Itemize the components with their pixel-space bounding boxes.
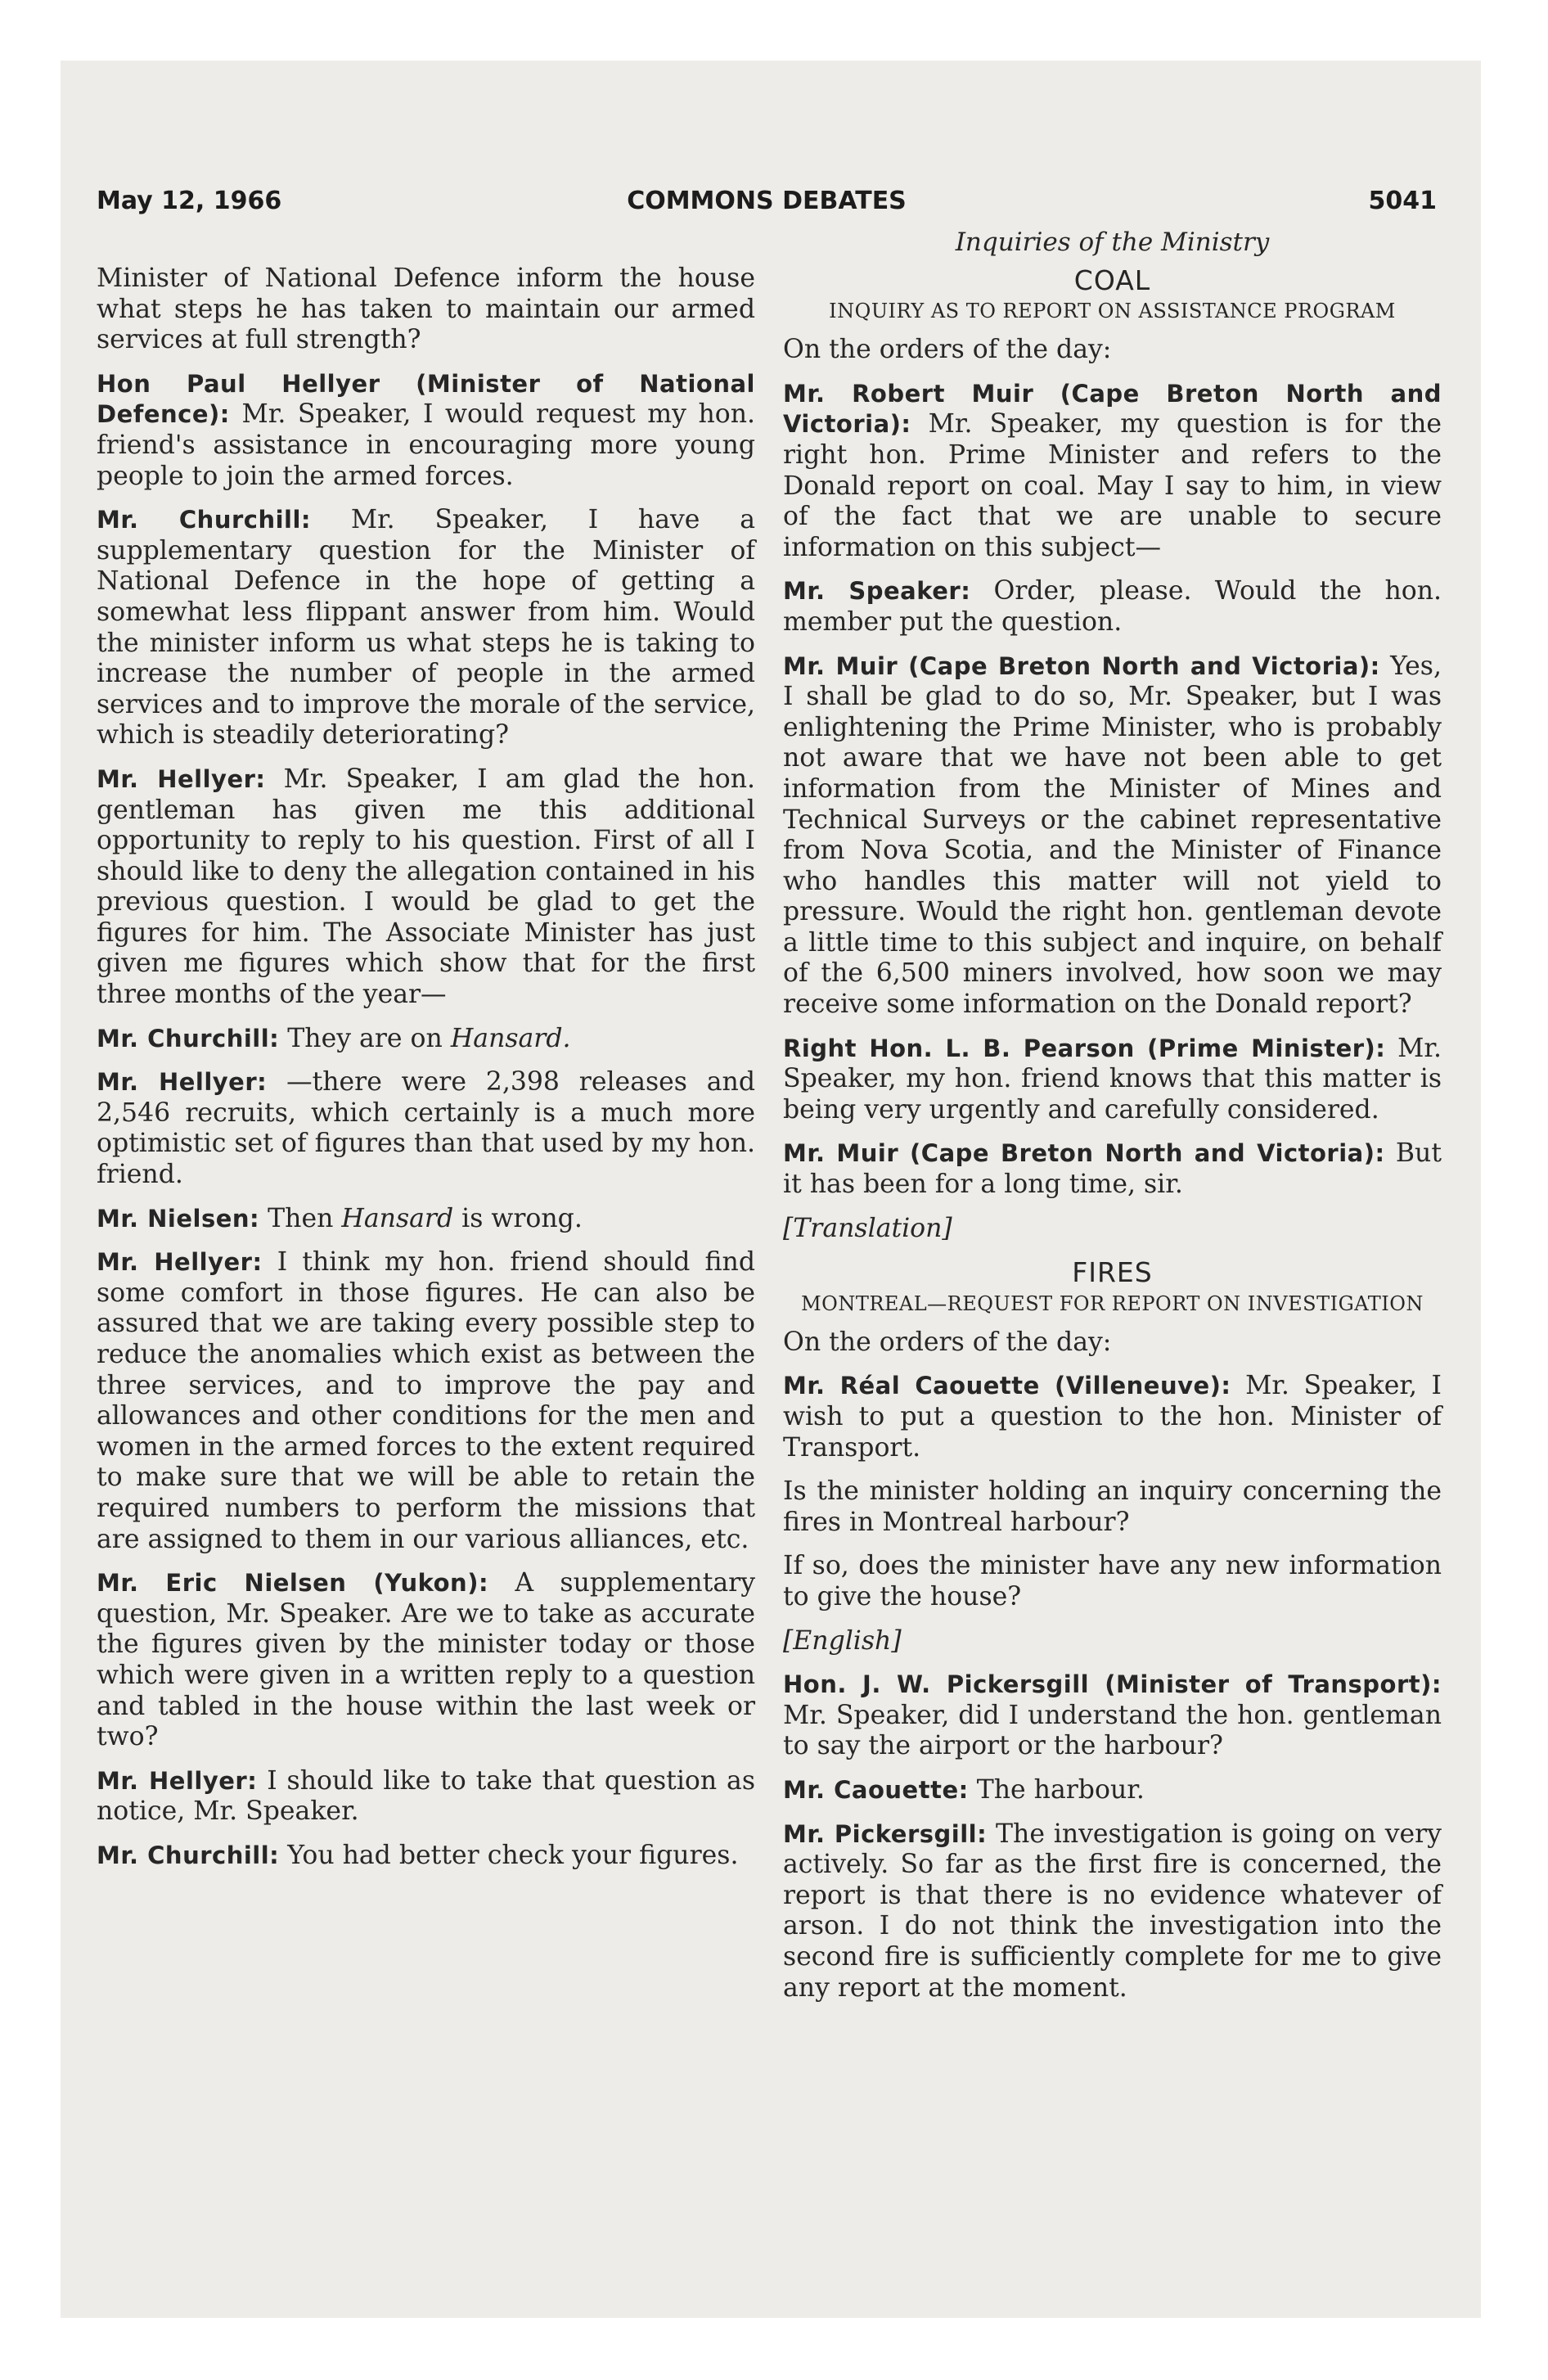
paragraph — [97, 1568, 755, 1753]
paragraph-text: The investigation is going on very actively. So far as the first fire is concerned, the report is that there is no evidence whatever of arson. I do not think the investigation into the second fire is sufficiently complete for me to give any report at the moment. — [783, 1819, 1442, 2003]
left-column — [97, 211, 755, 1885]
speaker-name: Mr. Hellyer: — [97, 1248, 263, 1277]
orders-text: On the orders of the day: — [783, 1327, 1112, 1357]
paragraph — [97, 1204, 755, 1235]
paragraph — [783, 1138, 1442, 1200]
speaker-name: Mr. Caouette: — [783, 1775, 969, 1804]
paragraph — [783, 379, 1442, 564]
paragraph-text: Mr. Speaker, my hon. friend knows that this matter is being very urgently and carefully considered. — [783, 1033, 1442, 1125]
paragraph-text: —there were 2,398 releases and 2,546 recruits, which certainly is a much more optimistic set of figures than that used by my hon. friend. — [97, 1067, 755, 1190]
paragraph-text: is wrong. — [461, 1203, 583, 1233]
italic-text: Hansard. — [450, 1023, 571, 1053]
paragraph-text: They are on — [287, 1023, 443, 1053]
speaker-name: Mr. Robert Muir (Cape Breton North and Victoria): — [783, 379, 1442, 439]
speaker-name: Mr. Réal Caouette (Villeneuve): — [783, 1372, 1231, 1400]
paragraph — [97, 1067, 755, 1190]
page-number: 5041 — [1368, 187, 1437, 215]
speaker-name: Mr. Churchill: — [97, 506, 312, 534]
paragraph-text: Then — [268, 1203, 334, 1233]
paragraph — [783, 1551, 1442, 1612]
speaker-name: Mr. Churchill: — [97, 1024, 280, 1053]
orders-line — [783, 1327, 1442, 1359]
paragraph-text: Mr. Speaker, my question is for the right hon. Prime Minister and refers to the Donald report on coal. May I say to him, in view of the fact that we are unable to secure information on this subject— — [783, 409, 1442, 562]
orders-text: On the orders of the day: — [783, 335, 1112, 365]
paragraph-text: Minister of National Defence inform the house what steps he has taken to maintain our armed services at full strength? — [97, 264, 755, 355]
orders-line — [783, 335, 1442, 366]
right-column — [783, 211, 1442, 2017]
italic-text: Hansard — [341, 1203, 454, 1233]
paragraph — [783, 1670, 1442, 1762]
paragraph-text: I think my hon. friend should find some comfort in those figures. He can also be assured that we are taking every possible step to reduce the anomalies which exist as between the three services, and to improve the pay and allowances and other conditions for the men and women in the armed forces to the extent required to make sure that we will be able to retain the required numbers to perform the missions that are assigned to them in our various alliances, etc. — [97, 1247, 755, 1554]
paragraph — [97, 505, 755, 751]
paragraph — [97, 1247, 755, 1555]
paragraph-text: I should like to take that question as notice, Mr. Speaker. — [97, 1765, 755, 1827]
paragraph-text: Yes, I shall be glad to do so, Mr. Speaker, but I was enlightening the Prime Minister, who is probably not aware that we have not been able to get information from the Minister of Mines and Technical Surveys or the cabinet representative from Nova Scotia, and the Minister of Finance who handles this matter will not yield to pressure. Would the right hon. gentleman devote a little time to this subject and inquire, on behalf of the 6,500 miners involved, how soon we may receive some information on the Donald report? — [783, 651, 1442, 1020]
paragraph-text: The harbour. — [976, 1774, 1145, 1805]
speaker-name: Mr. Speaker: — [783, 577, 971, 606]
paragraph — [97, 764, 755, 1011]
speaker-name: Mr. Muir (Cape Breton North and Victoria): — [783, 651, 1380, 680]
speaker-name: Mr. Nielsen: — [97, 1204, 260, 1233]
paragraph-text: But it has been for a long time, sir. — [783, 1138, 1442, 1200]
paragraph — [783, 1819, 1442, 2004]
speaker-name: Mr. Muir (Cape Breton North and Victoria): — [783, 1139, 1385, 1168]
paragraph — [97, 264, 755, 356]
paragraph — [783, 1476, 1442, 1538]
section-rubric: Inquiries of the Ministry — [955, 228, 1270, 257]
paragraph — [97, 369, 755, 492]
speaker-name: Right Hon. L. B. Pearson (Prime Minister): — [783, 1034, 1386, 1062]
paragraph — [783, 1775, 1442, 1806]
header-date: May 12, 1966 — [97, 187, 282, 215]
translation-tag: [Translation] — [783, 1213, 952, 1243]
paragraph-text: Mr. Speaker, I am glad the hon. gentleman has given me this additional opportunity to reply to his question. First of all I should like to deny the allegation contained in his previous question. I would be glad to get the figures for him. The Associate Minister has just given me figures which show that for the first three months of the year— — [97, 764, 755, 1010]
speaker-name: Mr. Eric Nielsen (Yukon): — [97, 1569, 489, 1598]
subheading: MONTREAL—REQUEST FOR REPORT ON INVESTIGATION — [801, 1291, 1424, 1315]
speaker-name: Mr. Hellyer: — [97, 1766, 258, 1795]
speaker-name: Mr. Hellyer: — [97, 1068, 268, 1097]
paragraph-text: Order, please. Would the hon. member put the question. — [783, 576, 1442, 637]
english-tag: [English] — [783, 1625, 902, 1656]
header-title: COMMONS DEBATES — [627, 187, 907, 215]
paragraph — [783, 1034, 1442, 1126]
speaker-name: Mr. Pickersgill: — [783, 1819, 988, 1848]
speaker-name: Mr. Hellyer: — [97, 764, 266, 793]
paragraph-text: Mr. Speaker, I wish to put a question to the hon. Minister of Transport. — [783, 1371, 1442, 1463]
paragraph — [97, 1024, 755, 1055]
subheading: INQUIRY AS TO REPORT ON ASSISTANCE PROGRAM — [829, 300, 1396, 323]
speaker-name: Hon Paul Hellyer (Minister of National Defence): — [97, 369, 755, 429]
paragraph-text: A supplementary question, Mr. Speaker. Are we to take as accurate the figures given by the minister today or those which were given in a written reply to a question and tabled in the house within the last week or two? — [97, 1568, 756, 1752]
subject-heading: COAL — [1073, 264, 1151, 296]
paragraph-text: Is the minister holding an inquiry concerning the fires in Montreal harbour? — [783, 1476, 1442, 1537]
speaker-name: Mr. Churchill: — [97, 1841, 280, 1869]
paragraph — [783, 576, 1442, 638]
paragraph-text: Mr. Speaker, I have a supplementary question for the Minister of National Defence in the hope of getting a somewhat less flippant answer from him. Would the minister inform us what steps he is taking to increase the number of people in the armed services and to improve the morale of the service, which is steadily deteriorating? — [97, 505, 755, 751]
paragraph-text: Mr. Speaker, did I understand the hon. gentleman to say the airport or the harbour? — [783, 1700, 1442, 1761]
paragraph — [97, 1841, 755, 1872]
paragraph-text: If so, does the minister have any new information to give the house? — [783, 1551, 1442, 1611]
paragraph — [783, 1371, 1442, 1463]
paragraph — [783, 651, 1442, 1021]
paragraph — [97, 1766, 755, 1828]
subject-heading: FIRES — [1072, 1256, 1153, 1289]
speaker-name: Hon. J. W. Pickersgill (Minister of Transport): — [783, 1670, 1442, 1699]
paragraph-text: You had better check your figures. — [287, 1840, 739, 1870]
paragraph-text: Mr. Speaker, I would request my hon. friend's assistance in encouraging more young people to join the armed forces. — [97, 399, 755, 491]
